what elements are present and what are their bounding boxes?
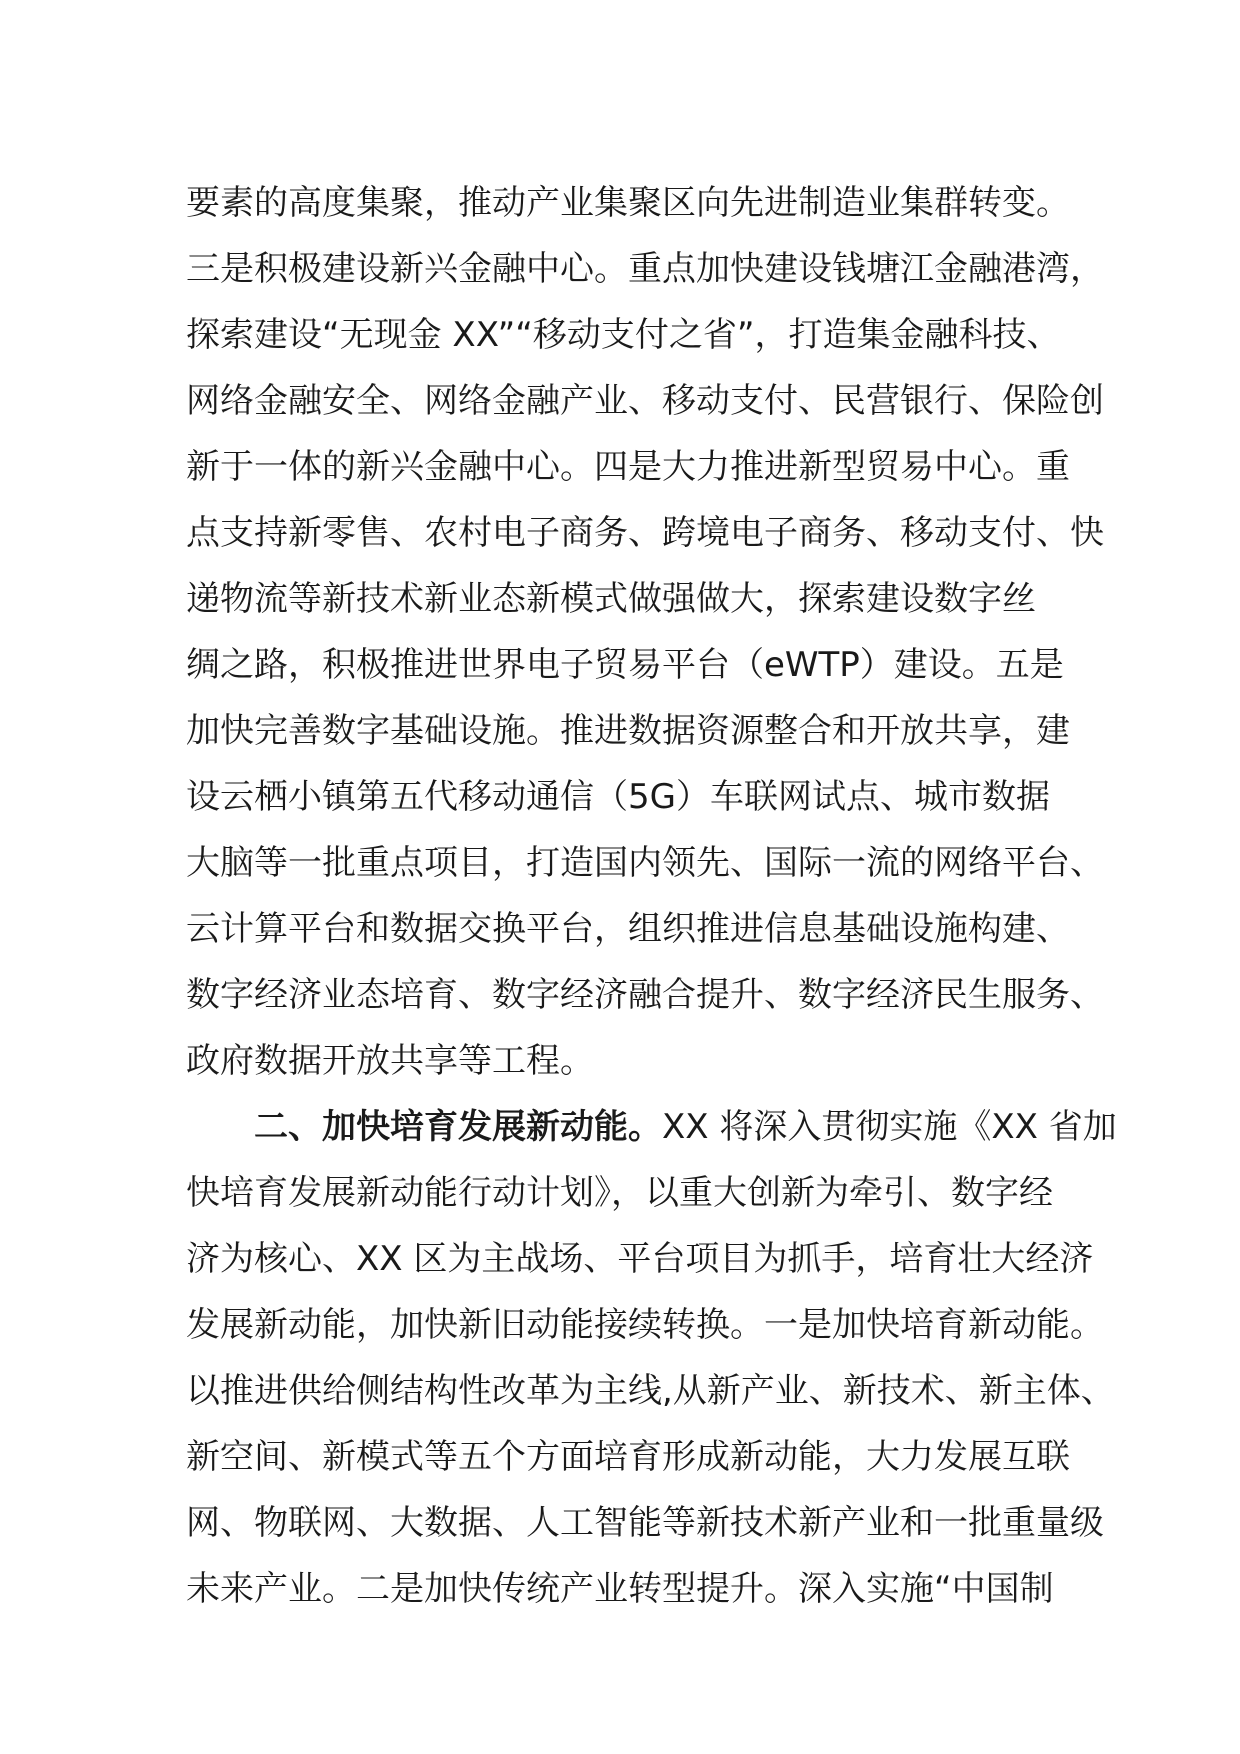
text-line: 三是积极建设新兴金融中心。重点加快建设钱塘江金融港湾， xyxy=(186,249,1104,289)
text-line: 新空间、新模式等五个方面培育形成新动能，大力发展互联 xyxy=(186,1437,1070,1477)
text-line: 以推进供给侧结构性改革为主线,从新产业、新技术、新主体、 xyxy=(186,1371,1115,1411)
text-line: 未来产业。二是加快传统产业转型提升。深入实施“中国制 xyxy=(186,1569,1054,1609)
text-line: 网络金融安全、网络金融产业、移动支付、民营银行、保险创 xyxy=(186,381,1104,421)
section-2-first-line xyxy=(186,1094,1117,1160)
text-line: 网、物联网、大数据、人工智能等新技术新产业和一批重量级 xyxy=(186,1503,1104,1543)
text-line: 要素的高度集聚，推动产业集聚区向先进制造业集群转变。 xyxy=(186,183,1070,223)
body-text xyxy=(186,170,1117,1622)
text-line: 探索建设“无现金 XX”“移动支付之省”，打造集金融科技、 xyxy=(186,315,1061,355)
text-line: 济为核心、XX 区为主战场、平台项目为抓手，培育壮大经济 xyxy=(186,1239,1094,1279)
section-2-heading: 二、加快培育发展新动能。 xyxy=(254,1107,662,1147)
text-line: 大脑等一批重点项目，打造国内领先、国际一流的网络平台、 xyxy=(186,843,1104,883)
text-line: 发展新动能，加快新旧动能接续转换。一是加快培育新动能。 xyxy=(186,1305,1104,1345)
text-line: 绸之路，积极推进世界电子贸易平台（eWTP）建设。五是 xyxy=(186,645,1064,685)
section-2-lead-text: XX 将深入贯彻实施《XX 省加 xyxy=(662,1107,1117,1147)
text-line: 快培育发展新动能行动计划》，以重大创新为牵引、数字经 xyxy=(186,1173,1053,1213)
text-line: 递物流等新技术新业态新模式做强做大，探索建设数字丝 xyxy=(186,579,1036,619)
text-line: 新于一体的新兴金融中心。四是大力推进新型贸易中心。重 xyxy=(186,447,1070,487)
text-line: 点支持新零售、农村电子商务、跨境电子商务、移动支付、快 xyxy=(186,513,1104,553)
text-line: 云计算平台和数据交换平台，组织推进信息基础设施构建、 xyxy=(186,909,1070,949)
text-line: 政府数据开放共享等工程。 xyxy=(186,1041,594,1081)
text-line: 设云栖小镇第五代移动通信（5G）车联网试点、城市数据 xyxy=(186,777,1050,817)
text-line: 数字经济业态培育、数字经济融合提升、数字经济民生服务、 xyxy=(186,975,1104,1015)
text-line: 加快完善数字基础设施。推进数据资源整合和开放共享，建 xyxy=(186,711,1070,751)
